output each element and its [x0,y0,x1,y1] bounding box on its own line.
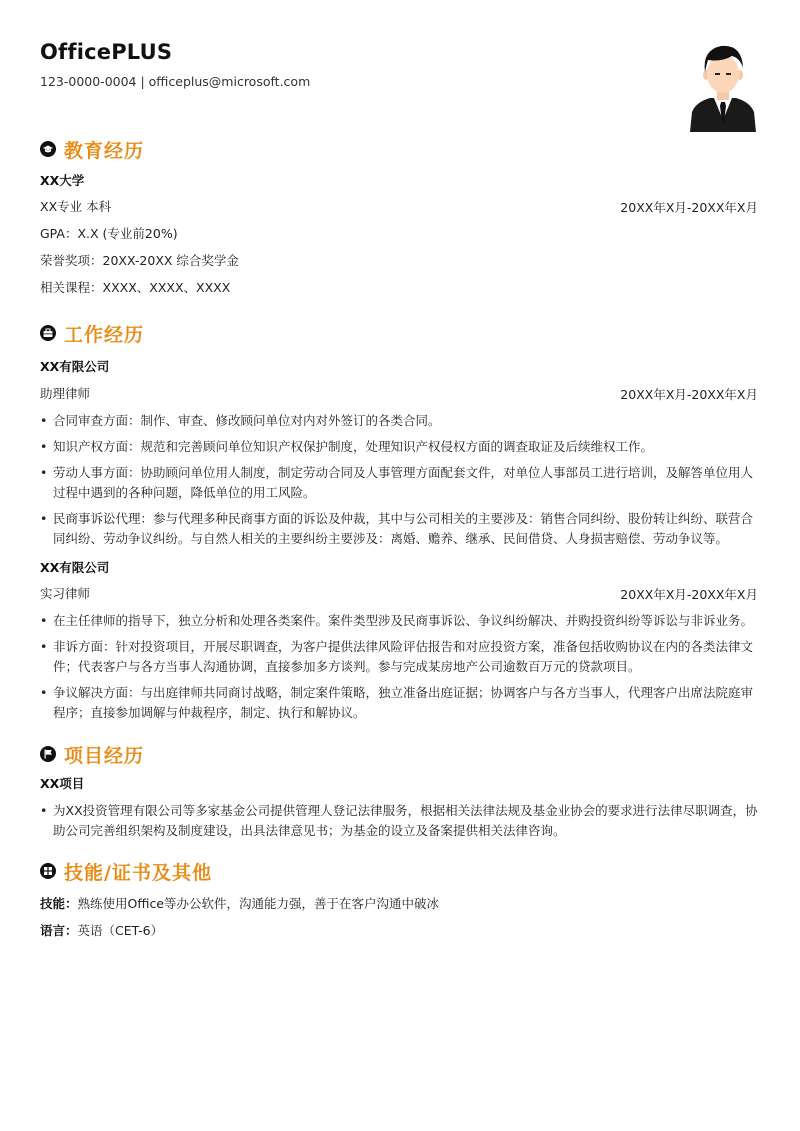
list-item: • 知识产权方面：规范和完善顾问单位知识产权保护制度，处理知识产权侵权方面的调查取证及后续维权工作。 [40,439,654,454]
candidate-name: OfficePLUS [40,40,173,64]
company-name: XX有限公司 [40,560,110,575]
list-item: • 争议解决方面：与出庭律师共同商讨战略，制定案件策略，独立准备出庭证据；协调客户与各方当事人，代理客户出席法院庭审程序；直接参加调解与仲裁程序，制定、执行和解协议。 [40,685,754,720]
education-period: 20XX年X月-20XX年X月 [620,200,758,215]
honors: 荣誉奖项：20XX-20XX 综合奖学金 [40,253,239,268]
flag-icon [40,746,56,762]
job-period: 20XX年X月-20XX年X月 [620,387,758,402]
list-item: • 民商事诉讼代理：参与代理多种民商事方面的诉讼及仲裁，其中与公司相关的主要涉及：销售合同纠纷、股份转让纠纷、联营合同纠纷、劳动争议纠纷。与自然人相关的主要纠纷主要涉及：离婚、赡养、继承、民间借贷、人身损害赔偿、劳动争议等。 [40,511,754,546]
section-heading-work: 工作经历 [64,323,145,346]
contact-info: 123-0000-0004 | officeplus@microsoft.com [40,74,311,89]
section-heading-projects: 项目经历 [64,744,145,767]
skills-label: 技能： [40,896,78,911]
gpa: GPA：X.X (专业前20%) [40,226,178,241]
graduation-cap-icon [40,141,56,157]
list-item: • 为XX投资管理有限公司等多家基金公司提供管理人登记法律服务，根据相关法律法规及基金业协会的要求进行法律尽职调查，协助公司完善组织架构及制度建设，出具法律意见书；为基金的设立及备案提供相关法律咨询。 [40,803,758,838]
courses: 相关课程：XXXX、XXXX、XXXX [40,280,231,295]
skills-value: 熟练使用Office等办公软件，沟通能力强，善于在客户沟通中破冰 [77,896,440,911]
project-name: XX项目 [40,776,85,791]
major-degree: XX专业 本科 [40,199,112,214]
language-label: 语言： [40,923,78,938]
job-role: 实习律师 [40,586,91,601]
language-line [40,922,760,940]
section-heading-education: 教育经历 [64,139,145,162]
list-item: • 非诉方面：针对投资项目，开展尽职调查，为客户提供法律风险评估报告和对应投资方案，准备包括收购协议在内的各类法律文件；代表客户与各方当事人沟通协调，直接参加多方谈判。参与完成某房地产公司逾数百万元的贷款项目。 [40,639,754,674]
job-period: 20XX年X月-20XX年X月 [620,587,758,602]
briefcase-icon [40,325,56,341]
avatar [688,42,758,132]
education-section-title [40,136,144,162]
language-value: 英语（CET-6） [77,923,164,938]
school-name: XX大学 [40,173,85,188]
section-heading-skills: 技能/证书及其他 [64,861,212,884]
company-name: XX有限公司 [40,359,110,374]
list-item: • 在主任律师的指导下，独立分析和处理各类案件。案件类型涉及民商事诉讼、争议纠纷解决、并购投资纠纷等诉讼与非诉业务。 [40,613,754,628]
grid-icon [40,863,56,879]
job-role: 助理律师 [40,386,91,401]
work-section-title [40,320,144,346]
list-item: • 合同审查方面：制作、审查、修改顾问单位对内对外签订的各类合同。 [40,413,441,428]
skills-section-title [40,858,212,884]
list-item: • 劳动人事方面：协助顾问单位用人制度，制定劳动合同及人事管理方面配套文件，对单位人事部员工进行培训，及解答单位用人过程中遇到的各种问题，降低单位的用工风险。 [40,465,754,500]
projects-section-title [40,741,144,767]
skills-line [40,895,760,913]
